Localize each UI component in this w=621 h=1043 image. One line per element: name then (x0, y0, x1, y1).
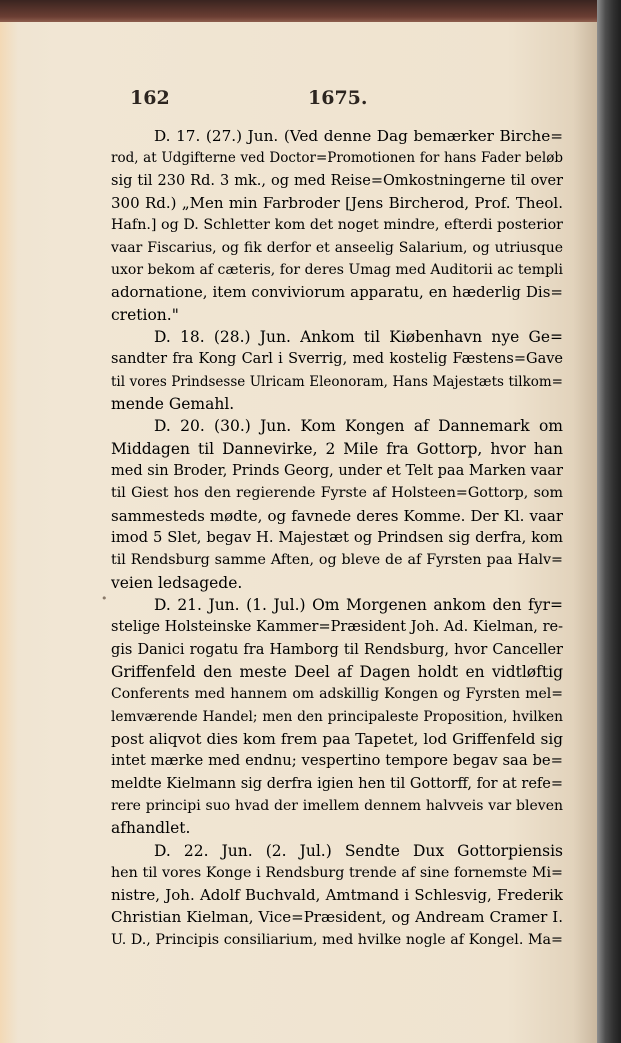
text-line: veien ledsagede. (111, 573, 243, 592)
text-line: lemværende Handel; men den principaleste Proposition, hvilken (111, 708, 563, 725)
text-line: stelige Holsteinske Kammer=Præsident Joh. Ad. Kielman, re- (111, 619, 563, 636)
text-line: nistre, Joh. Adolf Buchvald, Amtmand i Schlesvig, Frederik (111, 886, 563, 905)
text-line: uxor bekom af cæteris, for deres Umag med Auditorii ac templi (111, 261, 563, 278)
text-line: Middagen til Dannevirke, 2 Mile fra Gottorp, hvor han (111, 439, 563, 458)
text-line: D. 22. Jun. (2. Jul.) Sendte Dux Gottorpiensis (154, 841, 563, 860)
text-line: rod, at Udgifterne ved Doctor=Promotionen for hans Fader beløb (111, 150, 563, 167)
body-text (111, 125, 563, 951)
text-line: post aliqvot dies kom frem paa Tapetet, lod Griffenfeld sig (111, 729, 563, 748)
text-line: afhandlet. (111, 819, 191, 838)
text-line: til Giest hos den regierende Fyrste af Holsteen=Gottorp, som (111, 485, 563, 502)
text-line: hen til vores Konge i Rendsburg trende af sine fornemste Mi= (111, 864, 563, 881)
text-line: cretion." (111, 305, 179, 324)
text-line: meldte Kielmann sig derfra igien hen til Gottorff, for at refe= (111, 775, 563, 792)
running-header (130, 87, 530, 113)
book-spine (597, 0, 621, 1043)
text-line: imod 5 Slet, begav H. Majestæt og Prindsen sig derfra, kom (111, 528, 563, 546)
text-line: D. 18. (28.) Jun. Ankom til Kiøbenhavn nye Ge= (154, 327, 563, 346)
text-line: til vores Prindsesse Ulricam Eleonoram, Hans Majestæts tilkom= (111, 373, 563, 390)
page-number: 162 (130, 87, 170, 109)
text-line: Griffenfeld den meste Deel af Dagen holdt en vidtløftig (111, 662, 563, 681)
text-line: mende Gemahl. (111, 394, 235, 413)
text-line: intet mærke med endnu; vespertino tempore begav saa be= (111, 752, 563, 770)
text-line: D. 21. Jun. (1. Jul.) Om Morgenen ankom den fyr= (154, 595, 563, 614)
text-line: sandter fra Kong Carl i Sverrig, med kostelig Fæstens=Gave (111, 351, 563, 368)
book-top-edge (0, 0, 621, 24)
text-line: Christian Kielman, Vice=Præsident, og Andream Cramer I. (111, 908, 563, 927)
text-line: sammesteds mødte, og favnede deres Komme. Der Kl. vaar (111, 506, 563, 525)
text-line: til Rendsburg samme Aften, og bleve de af Fyrsten paa Halv= (111, 552, 563, 569)
running-head-year: 1675. (308, 87, 368, 109)
text-line: U. D., Principis consiliarium, med hvilke nogle af Kongel. Ma= (111, 931, 563, 948)
text-line: med sin Broder, Prinds Georg, under et Telt paa Marken vaar (111, 462, 563, 479)
text-line: adornatione, item conviviorum apparatu, en hæderlig Dis= (111, 283, 563, 302)
page-edge-shading (0, 22, 18, 1043)
text-line: D. 20. (30.) Jun. Kom Kongen af Dannemark om (154, 417, 563, 436)
text-line: sig til 230 Rd. 3 mk., og med Reise=Omkostningerne til over (111, 172, 563, 189)
text-line: D. 17. (27.) Jun. (Ved denne Dag bemærker Birche= (154, 127, 563, 145)
text-line: vaar Fiscarius, og fik derfor et anseelig Salarium, og utriusque (111, 239, 563, 256)
text-line: Conferents med hannem om adskillig Kongen og Fyrsten mel= (111, 686, 563, 703)
text-line: gis Danici rogatu fra Hamborg til Rendsburg, hvor Canceller (111, 641, 563, 658)
margin-mark: • (101, 592, 108, 605)
text-line: rere principi suo hvad der imellem dennem halvveis var bleven (111, 797, 563, 814)
text-line: Hafn.] og D. Schletter kom det noget mindre, efterdi posterior (111, 217, 563, 234)
text-line: 300 Rd.) „Men min Farbroder [Jens Bircherod, Prof. Theol. (111, 193, 563, 212)
